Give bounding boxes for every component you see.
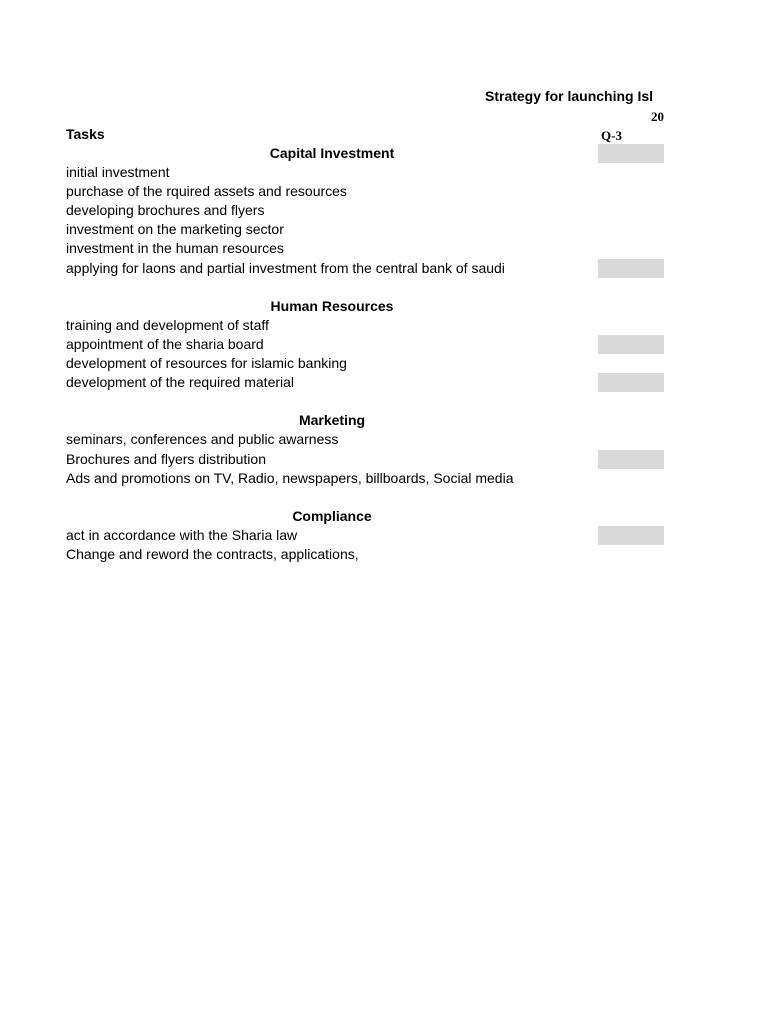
task-row bbox=[66, 220, 666, 239]
task-label: initial investment bbox=[66, 164, 170, 181]
task-row bbox=[66, 430, 666, 449]
schedule-cell-shaded bbox=[598, 335, 664, 354]
section-title: Capital Investment bbox=[269, 145, 395, 161]
task-row bbox=[66, 526, 666, 545]
task-label: Ads and promotions on TV, Radio, newspapers, billboards, Social media bbox=[66, 469, 514, 486]
section-title: Marketing bbox=[298, 412, 366, 429]
quarter-column-header: Q-3 bbox=[601, 128, 622, 143]
section-header bbox=[66, 297, 598, 316]
task-row bbox=[66, 259, 666, 278]
task-row bbox=[66, 201, 666, 220]
task-label: Brochures and flyers distribution bbox=[66, 450, 266, 467]
task-row bbox=[66, 373, 666, 392]
blank-row bbox=[66, 392, 666, 411]
task-row bbox=[66, 450, 666, 469]
schedule-cell-shaded bbox=[598, 450, 664, 469]
document-title: Strategy for launching Isl bbox=[485, 88, 654, 104]
section-header bbox=[66, 411, 598, 430]
task-list bbox=[66, 144, 666, 564]
task-row bbox=[66, 316, 666, 335]
blank-row bbox=[66, 278, 666, 297]
task-label: developing brochures and flyers bbox=[66, 202, 265, 219]
task-label: appointment of the sharia board bbox=[66, 335, 264, 352]
task-label: seminars, conferences and public awarness bbox=[66, 431, 339, 448]
task-label: training and development of staff bbox=[66, 316, 269, 333]
task-label: development of resources for islamic banking bbox=[66, 355, 347, 372]
year-header: 20 bbox=[651, 109, 664, 124]
schedule-cell-shaded bbox=[598, 526, 664, 545]
task-row bbox=[66, 239, 666, 258]
task-label: development of the required material bbox=[66, 374, 295, 391]
task-label: purchase of the rquired assets and resources bbox=[66, 183, 347, 200]
blank-row bbox=[66, 488, 666, 507]
task-row bbox=[66, 545, 666, 564]
task-label: applying for laons and partial investment from the central bank of saudi bbox=[66, 259, 505, 276]
section-header bbox=[66, 507, 598, 526]
task-label: investment in the human resources bbox=[66, 240, 284, 257]
schedule-cell-shaded bbox=[598, 373, 664, 392]
schedule-cell-shaded bbox=[598, 144, 664, 163]
task-row bbox=[66, 335, 666, 354]
task-label: act in accordance with the Sharia law bbox=[66, 526, 298, 543]
section-title: Compliance bbox=[292, 507, 372, 524]
tasks-column-header: Tasks bbox=[66, 126, 105, 142]
schedule-cell-shaded bbox=[598, 259, 664, 278]
task-label: Change and reword the contracts, applications, bbox=[66, 545, 359, 562]
section-title: Human Resources bbox=[270, 297, 394, 314]
task-row bbox=[66, 469, 666, 488]
task-row bbox=[66, 354, 666, 373]
task-label: investment on the marketing sector bbox=[66, 221, 284, 238]
task-row bbox=[66, 163, 666, 182]
section-header bbox=[66, 144, 598, 163]
task-row bbox=[66, 182, 666, 201]
